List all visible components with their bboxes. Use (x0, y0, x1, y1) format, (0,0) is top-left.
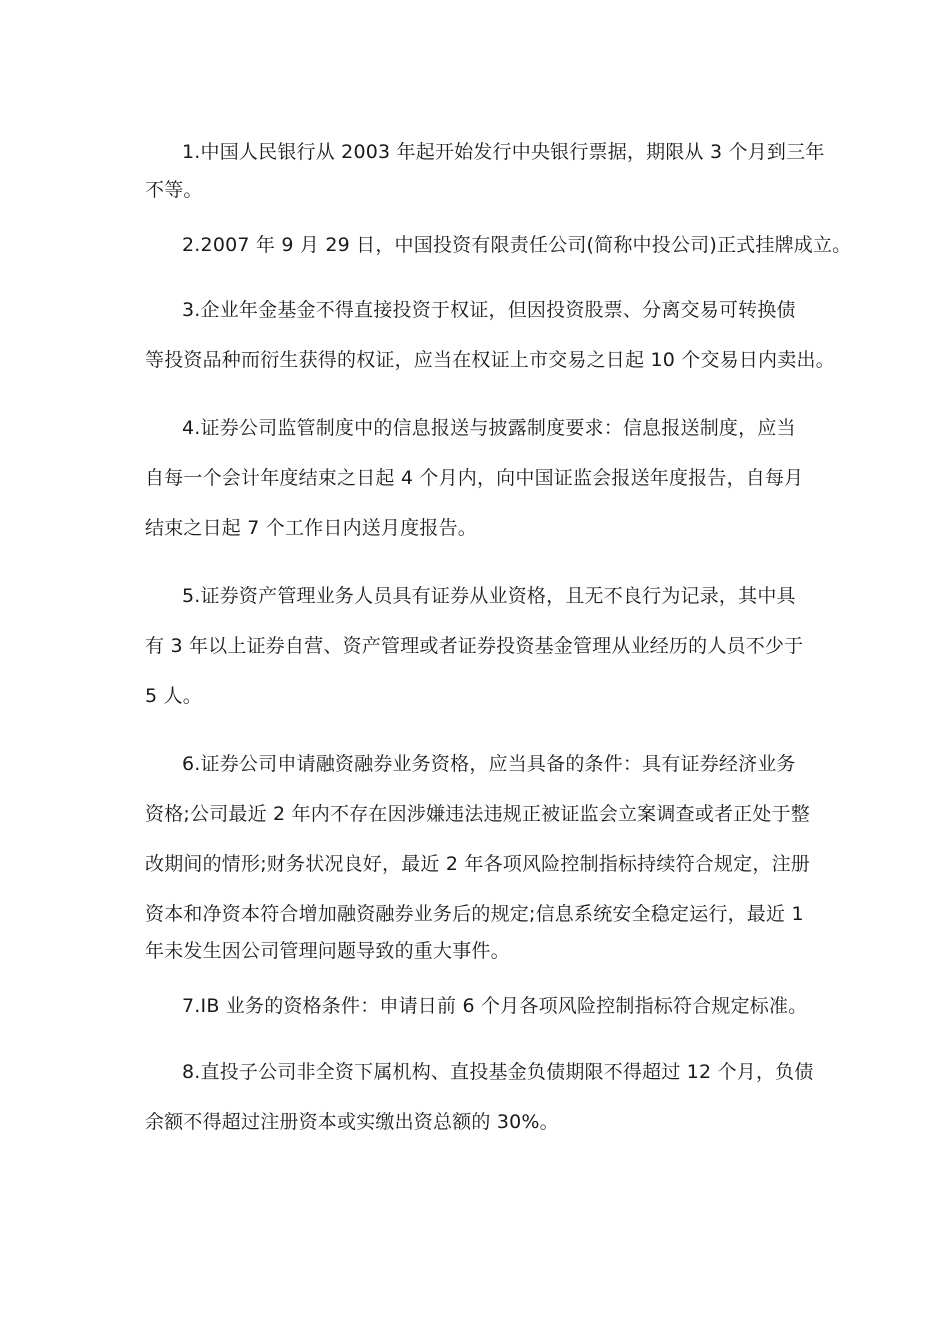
item-1-line-1: 1.中国人民银行从 2003 年起开始发行中央银行票据，期限从 3 个月到三年 (182, 141, 825, 163)
item-4-line-3: 结束之日起 7 个工作日内送月度报告。 (145, 517, 477, 539)
item-5-line-1: 5.证券资产管理业务人员具有证券从业资格，且无不良行为记录，其中具 (182, 585, 796, 607)
item-8-line-2: 余额不得超过注册资本或实缴出资总额的 30%。 (145, 1111, 559, 1133)
item-6-line-4: 资本和净资本符合增加融资融券业务后的规定;信息系统安全稳定运行，最近 1 (145, 903, 804, 925)
item-2-line-1: 2.2007 年 9 月 29 日，中国投资有限责任公司(简称中投公司)正式挂牌成立。 (182, 234, 852, 256)
item-6-line-3: 改期间的情形;财务状况良好，最近 2 年各项风险控制指标持续符合规定，注册 (145, 853, 810, 875)
item-6-line-1: 6.证券公司申请融资融券业务资格，应当具备的条件：具有证券经济业务 (182, 753, 796, 775)
item-4-line-2: 自每一个会计年度结束之日起 4 个月内，向中国证监会报送年度报告，自每月 (145, 467, 804, 489)
item-3-line-2: 等投资品种而衍生获得的权证，应当在权证上市交易之日起 10 个交易日内卖出。 (145, 349, 835, 371)
item-4-line-1: 4.证券公司监管制度中的信息报送与披露制度要求：信息报送制度，应当 (182, 417, 796, 439)
item-1-line-2: 不等。 (145, 179, 203, 201)
item-7-line-1: 7.IB 业务的资格条件：申请日前 6 个月各项风险控制指标符合规定标准。 (182, 995, 808, 1017)
item-6-line-5: 年未发生因公司管理问题导致的重大事件。 (145, 940, 510, 962)
item-5-line-2: 有 3 年以上证券自营、资产管理或者证券投资基金管理从业经历的人员不少于 (145, 635, 804, 657)
item-6-line-2: 资格;公司最近 2 年内不存在因涉嫌违法违规正被证监会立案调查或者正处于整 (145, 803, 810, 825)
item-8-line-1: 8.直投子公司非全资下属机构、直投基金负债期限不得超过 12 个月，负债 (182, 1061, 814, 1083)
item-3-line-1: 3.企业年金基金不得直接投资于权证，但因投资股票、分离交易可转换债 (182, 299, 796, 321)
item-5-line-3: 5 人。 (145, 685, 202, 707)
